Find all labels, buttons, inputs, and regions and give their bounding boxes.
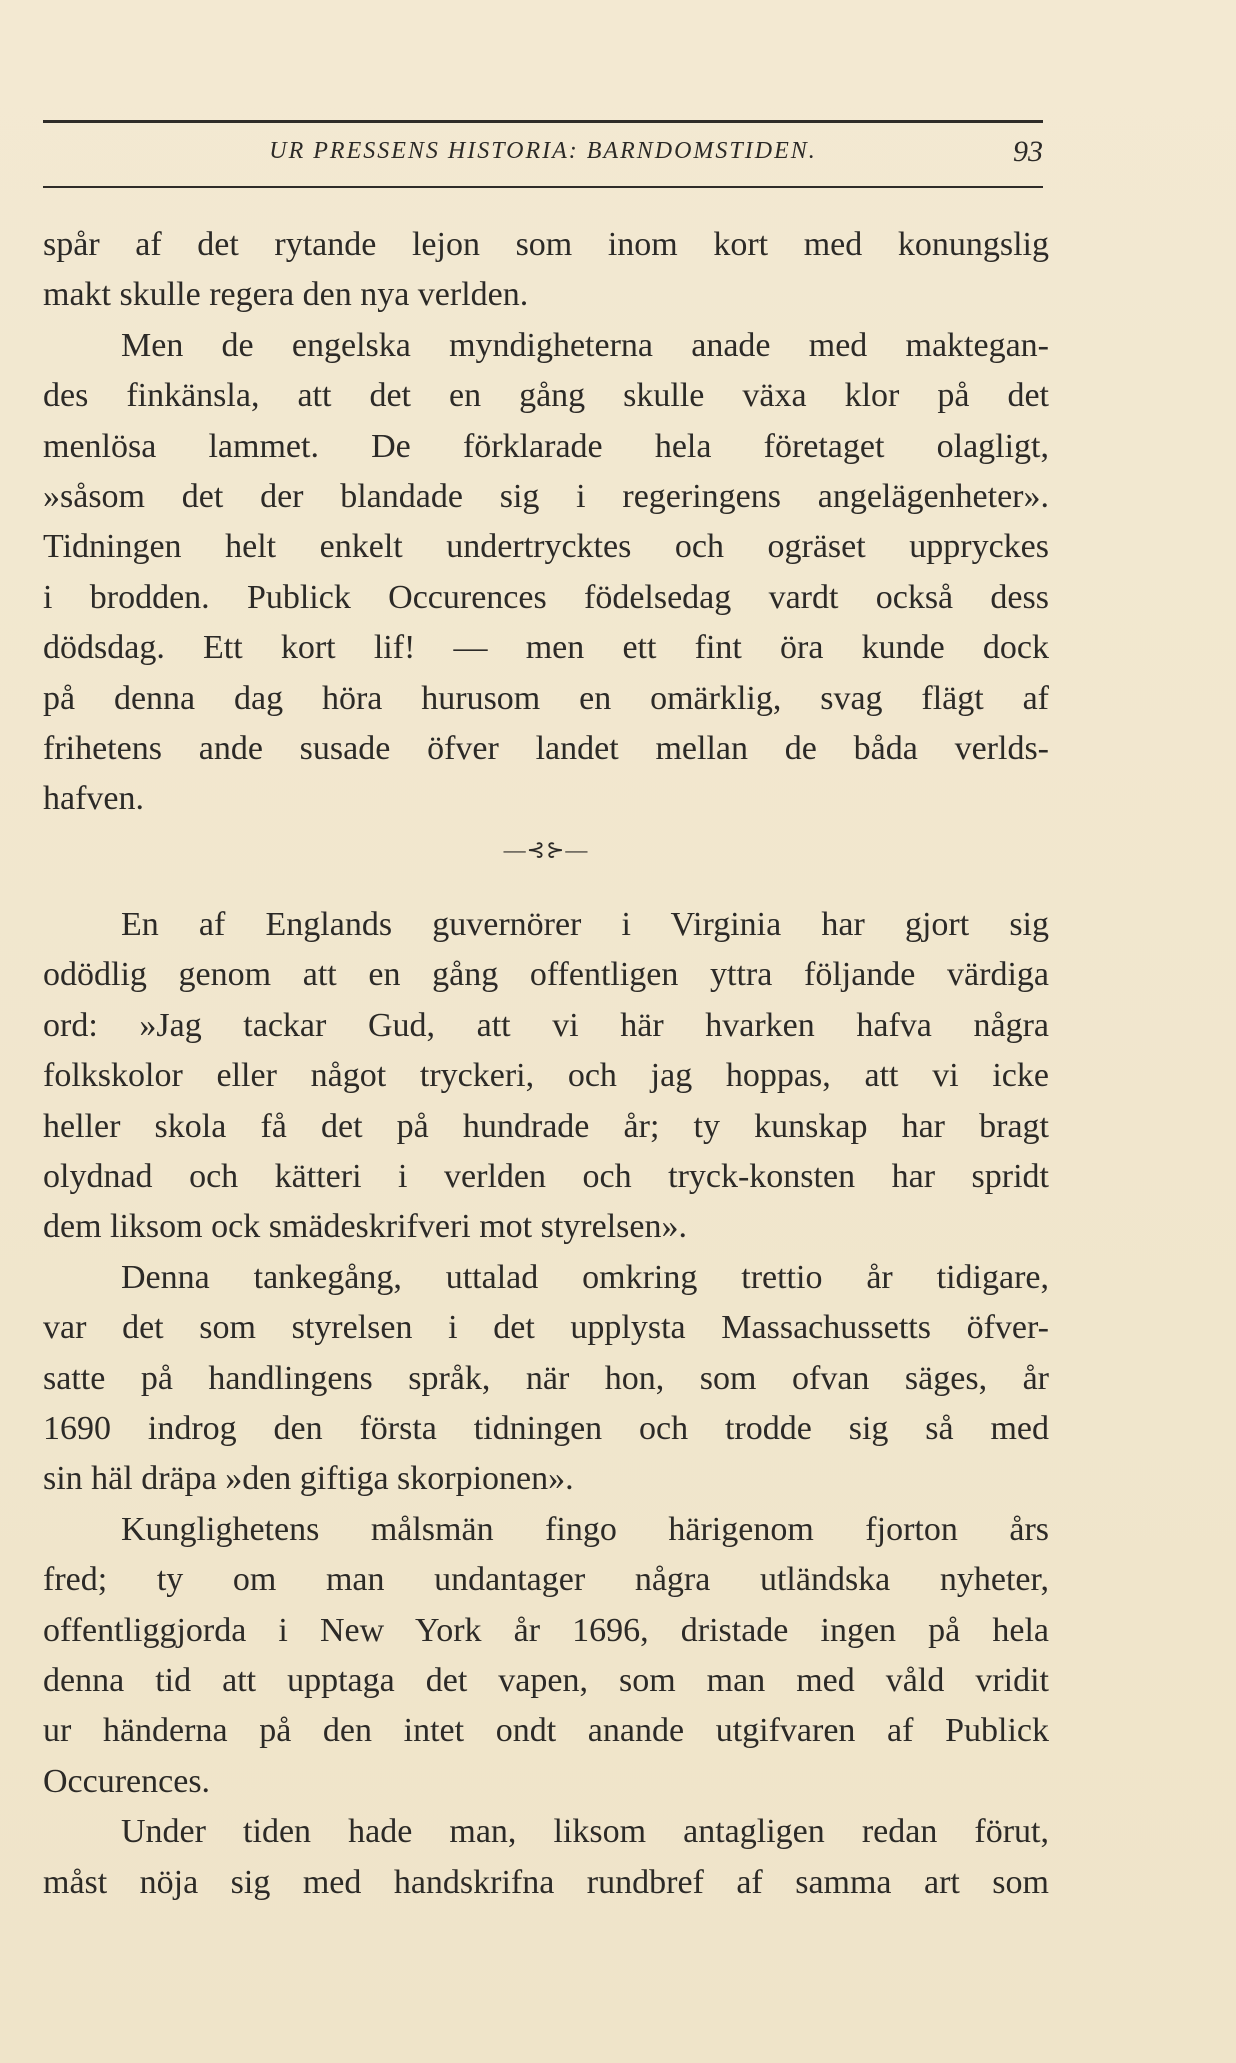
text-line: Occurences. [43,1762,211,1800]
text-line: hafven. [43,780,145,818]
text-line: makt skulle regera den nya verlden. [43,276,529,314]
text-line: Tidningen helt enkelt undertrycktes och ogräset uppryckes [43,528,1049,566]
running-head [43,135,1043,178]
text-line: Men de engelska myndigheterna anade med maktegan- [121,326,1049,364]
text-line: Under tiden hade man, liksom antagligen redan förut, [121,1813,1049,1851]
section-gap [43,875,1049,900]
text-line: sin häl dräpa »den giftiga skorpionen». [43,1460,574,1498]
text-line: menlösa lammet. De förklarade hela företaget olagligt, [43,427,1049,465]
text-line: spår af det rytande lejon som inom kort med konungslig [43,226,1049,263]
text-line: satte på handlingens språk, när hon, som ofvan säges, år [43,1359,1049,1397]
text-line: 1690 indrog den första tidningen och trodde sig så med [43,1409,1049,1447]
text-line: dem liksom ock smädeskrifveri mot styrelsen». [43,1208,687,1246]
text-line: frihetens ande susade öfver landet mellan de båda verlds- [43,729,1049,767]
text-line: fred; ty om man undantager några utländska nyheter, [43,1561,1049,1599]
text-line: »såsom det der blandade sig i regeringens angelägenheter». [43,477,1049,515]
text-line: olydnad och kätteri i verlden och tryck-konsten har spridt [43,1158,1049,1196]
text-line: måst nöja sig med handskrifna rundbref af samma art som [43,1863,1049,1901]
text-line: folkskolor eller något tryckeri, och jag hoppas, att vi icke [43,1057,1049,1095]
text-line: Kunglighetens målsmän fingo härigenom fjorton års [121,1510,1049,1548]
text-line: des finkänsla, att det en gång skulle växa klor på det [43,377,1049,415]
text-line: ur händerna på den intet ondt anande utgifvaren af Publick [43,1712,1049,1750]
section-ornament: —⊰⊱— [503,836,589,862]
body-text [43,220,1049,1908]
page-number: 93 [1013,135,1043,168]
text-line: Denna tankegång, uttalad omkring trettio år tidigare, [121,1258,1049,1296]
text-line: ord: »Jag tackar Gud, att vi här hvarken hafva några [43,1006,1049,1044]
text-line: offentliggjorda i New York år 1696, dristade ingen på hela [43,1611,1049,1649]
top-rule [43,120,1043,123]
text-line: dödsdag. Ett kort lif! — men ett fint öra kunde dock [43,629,1049,667]
text-line: i brodden. Publick Occurences födelsedag vardt också dess [43,578,1049,616]
text-line: var det som styrelsen i det upplysta Massachussetts öfver- [43,1309,1049,1347]
text-line: odödlig genom att en gång offentligen yttra följande värdiga [43,956,1049,994]
text-line: på denna dag höra hurusom en omärklig, svag flägt af [43,679,1049,717]
running-title: UR PRESSENS HISTORIA: BARNDOMSTIDEN. [269,138,817,164]
text-line: En af Englands guvernörer i Virginia har gjort sig [121,906,1049,944]
text-line: heller skola få det på hundrade år; ty kunskap har bragt [43,1107,1049,1145]
text-line: denna tid att upptaga det vapen, som man med våld vridit [43,1661,1049,1699]
header-rule [43,186,1043,188]
